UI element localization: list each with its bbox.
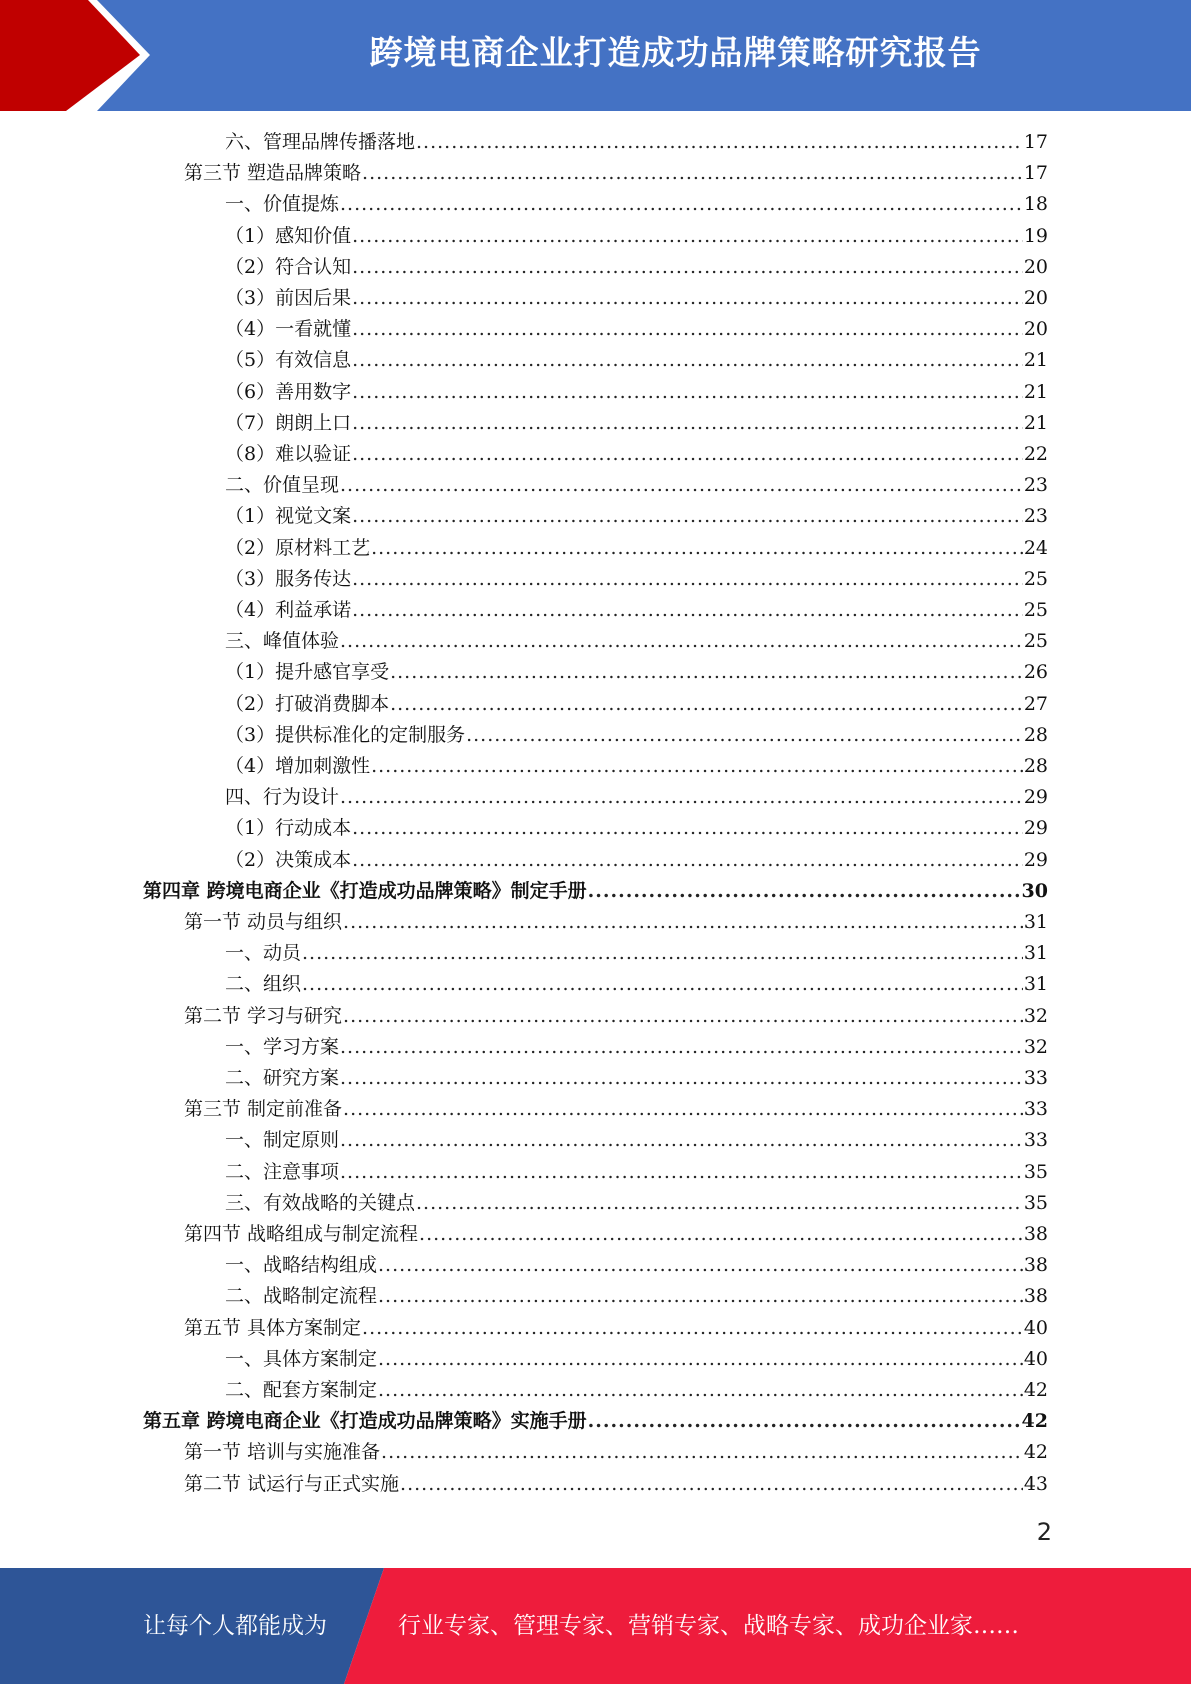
toc-dot-leader: [362, 158, 1023, 189]
toc-entry[interactable]: [225, 782, 1048, 813]
toc-entry-label: （5）有效信息: [225, 349, 352, 372]
toc-dot-leader: [588, 876, 1021, 907]
toc-dot-leader: [352, 408, 1023, 439]
toc-dot-leader: [340, 1157, 1023, 1188]
toc-dot-leader: [352, 813, 1023, 844]
toc-entry-page: 43: [1023, 1472, 1048, 1495]
toc-dot-leader: [352, 845, 1023, 876]
toc-entry[interactable]: [143, 876, 1048, 907]
toc-entry-page: 33: [1023, 1098, 1048, 1121]
toc-dot-leader: [352, 501, 1023, 532]
toc-entry-label: 六、管理品牌传播落地: [225, 131, 416, 153]
toc-entry-page: 21: [1023, 411, 1048, 434]
toc-dot-leader: [302, 969, 1023, 1000]
toc-dot-leader: [302, 938, 1023, 969]
toc-dot-leader: [419, 1219, 1023, 1250]
toc-entry-page: 35: [1023, 1191, 1048, 1214]
toc-entry[interactable]: [225, 1344, 1048, 1375]
toc-dot-leader: [362, 1313, 1023, 1344]
toc-entry[interactable]: [184, 158, 1048, 189]
toc-dot-leader: [416, 1188, 1023, 1219]
toc-entry-page: 40: [1023, 1347, 1048, 1370]
toc-dot-leader: [340, 1032, 1023, 1063]
toc-entry[interactable]: [225, 751, 1048, 782]
toc-entry-label: 二、价值呈现: [225, 474, 340, 497]
toc-entry[interactable]: [225, 626, 1048, 657]
toc-entry-label: （2）符合认知: [225, 255, 352, 278]
toc-entry-label: 一、具体方案制定: [225, 1347, 378, 1370]
toc-entry[interactable]: [225, 845, 1048, 876]
toc-entry-page: 22: [1023, 443, 1048, 465]
toc-entry[interactable]: [225, 127, 1048, 158]
toc-entry-page: 25: [1023, 630, 1048, 653]
toc-entry-page: 38: [1023, 1285, 1048, 1308]
toc-entry-label: 第四节 战略组成与制定流程: [184, 1223, 419, 1245]
toc-entry-page: 20: [1023, 318, 1048, 341]
toc-entry-page: 29: [1023, 817, 1048, 840]
toc-dot-leader: [340, 189, 1023, 220]
toc-entry[interactable]: [225, 969, 1048, 1000]
toc-entry[interactable]: [225, 1157, 1048, 1188]
toc-entry-page: 28: [1023, 755, 1048, 777]
toc-entry-page: 38: [1023, 1254, 1048, 1277]
toc-entry-label: 第三节 制定前准备: [184, 1098, 343, 1121]
toc-entry[interactable]: [184, 907, 1048, 938]
toc-entry-label: 一、价值提炼: [225, 193, 340, 216]
toc-dot-leader: [352, 439, 1023, 470]
toc-entry-page: 31: [1023, 942, 1048, 965]
toc-dot-leader: [588, 1406, 1021, 1437]
toc-entry-label: 三、峰值体验: [225, 630, 340, 653]
toc-entry[interactable]: [225, 564, 1048, 595]
toc-entry-label: （3）提供标准化的定制服务: [225, 723, 466, 746]
toc-entry-label: （6）善用数字: [225, 380, 352, 403]
toc-entry-page: 25: [1023, 567, 1048, 590]
toc-entry-label: （7）朗朗上口: [225, 411, 352, 434]
toc-entry[interactable]: [225, 595, 1048, 626]
footer-slogan-left: 让每个人都能成为: [143, 1613, 327, 1639]
toc-entry-page: 30: [1021, 879, 1048, 902]
toc-entry-label: 二、配套方案制定: [225, 1379, 378, 1401]
toc-entry[interactable]: [225, 657, 1048, 688]
toc-entry-label: （4）利益承诺: [225, 599, 352, 621]
toc-dot-leader: [352, 283, 1023, 314]
toc-entry-label: 二、研究方案: [225, 1067, 340, 1089]
toc-entry-label: 二、组织: [225, 973, 302, 996]
toc-entry-label: （2）打破消费脚本: [225, 692, 390, 715]
toc-dot-leader: [340, 1063, 1023, 1094]
toc-entry[interactable]: [225, 252, 1048, 283]
toc-entry[interactable]: [184, 1001, 1048, 1032]
toc-entry[interactable]: [184, 1437, 1048, 1468]
toc-entry-page: 31: [1023, 973, 1048, 996]
toc-entry[interactable]: [225, 938, 1048, 969]
toc-entry[interactable]: [225, 283, 1048, 314]
toc-entry-label: 第四章 跨境电商企业《打造成功品牌策略》制定手册: [143, 879, 587, 902]
toc-entry[interactable]: [225, 345, 1048, 376]
toc-entry[interactable]: [225, 439, 1048, 470]
toc-entry-page: 23: [1023, 505, 1048, 528]
toc-entry-label: 一、学习方案: [225, 1035, 340, 1058]
toc-entry-page: 32: [1023, 1035, 1048, 1058]
toc-dot-leader: [352, 595, 1023, 626]
toc-entry-page: 27: [1023, 692, 1048, 715]
toc-entry-page: 28: [1023, 723, 1048, 746]
toc-entry-page: 32: [1023, 1004, 1048, 1027]
toc-entry-label: 三、有效战略的关键点: [225, 1191, 416, 1214]
toc-entry[interactable]: [225, 1188, 1048, 1219]
toc-entry-label: 二、注意事项: [225, 1160, 340, 1183]
toc-entry-page: 17: [1023, 162, 1048, 185]
page-header: [0, 0, 1191, 111]
toc-entry[interactable]: [225, 408, 1048, 439]
toc-entry-page: 42: [1023, 1441, 1048, 1464]
toc-entry-label: 第五节 具体方案制定: [184, 1316, 362, 1339]
toc-entry-label: 第三节 塑造品牌策略: [184, 162, 362, 185]
toc-dot-leader: [390, 657, 1023, 688]
toc-entry-page: 21: [1023, 380, 1048, 403]
toc-entry[interactable]: [225, 1063, 1048, 1094]
toc-entry-page: 20: [1023, 287, 1048, 309]
toc-entry[interactable]: [225, 470, 1048, 501]
toc-entry-page: 33: [1023, 1067, 1048, 1089]
toc-dot-leader: [343, 907, 1023, 938]
toc-dot-leader: [340, 470, 1023, 501]
toc-entry[interactable]: [225, 1375, 1048, 1406]
toc-entry-page: 21: [1023, 349, 1048, 372]
toc-dot-leader: [340, 1125, 1023, 1156]
toc-entry-label: （4）一看就懂: [225, 318, 352, 341]
toc-entry-page: 19: [1023, 224, 1048, 247]
toc-entry[interactable]: [225, 720, 1048, 751]
toc-entry[interactable]: [184, 1094, 1048, 1125]
toc-entry[interactable]: [225, 221, 1048, 252]
toc-entry-label: （3）前因后果: [225, 287, 352, 309]
toc-entry[interactable]: [225, 1125, 1048, 1156]
toc-entry-page: 20: [1023, 255, 1048, 278]
toc-entry-page: 17: [1023, 131, 1048, 153]
toc-dot-leader: [371, 751, 1023, 782]
toc-entry[interactable]: [225, 813, 1048, 844]
toc-entry-label: （4）增加刺激性: [225, 755, 371, 777]
report-title: 跨境电商企业打造成功品牌策略研究报告: [369, 33, 982, 72]
toc-dot-leader: [378, 1250, 1023, 1281]
toc-entry[interactable]: [225, 1281, 1048, 1312]
toc-dot-leader: [466, 720, 1023, 751]
toc-dot-leader: [352, 252, 1023, 283]
toc-entry[interactable]: [225, 377, 1048, 408]
toc-entry-page: 23: [1023, 474, 1048, 497]
page-footer: [0, 1568, 1191, 1684]
toc-entry-label: 一、动员: [225, 942, 302, 965]
toc-entry-label: 一、战略结构组成: [225, 1254, 378, 1277]
toc-entry-label: 第一节 培训与实施准备: [184, 1441, 381, 1464]
toc-entry[interactable]: [225, 1032, 1048, 1063]
toc-entry-page: 42: [1023, 1379, 1048, 1401]
toc-entry-label: 第五章 跨境电商企业《打造成功品牌策略》实施手册: [143, 1410, 587, 1433]
toc-entry-page: 42: [1021, 1410, 1048, 1433]
toc-dot-leader: [378, 1281, 1023, 1312]
toc-entry[interactable]: [225, 689, 1048, 720]
toc-entry-label: （8）难以验证: [225, 443, 352, 465]
toc-entry[interactable]: [184, 1219, 1048, 1250]
toc-dot-leader: [381, 1437, 1023, 1468]
toc-entry[interactable]: [225, 1250, 1048, 1281]
footer-slogan-right: 行业专家、管理专家、营销专家、战略专家、成功企业家……: [398, 1613, 1019, 1639]
toc-dot-leader: [340, 782, 1023, 813]
toc-dot-leader: [378, 1344, 1023, 1375]
toc-dot-leader: [352, 221, 1023, 252]
toc-entry-label: （1）感知价值: [225, 224, 352, 247]
toc-entry-label: 一、制定原则: [225, 1129, 340, 1152]
page-number: 2: [1036, 1518, 1052, 1546]
toc-entry-label: 第二节 试运行与正式实施: [184, 1472, 400, 1495]
toc-entry-label: 二、战略制定流程: [225, 1285, 378, 1308]
toc-dot-leader: [371, 533, 1023, 564]
toc-entry-label: （2）决策成本: [225, 848, 352, 871]
toc-entry-page: 29: [1023, 848, 1048, 871]
toc-entry-label: 第一节 动员与组织: [184, 911, 343, 933]
toc-entry-label: 第二节 学习与研究: [184, 1004, 343, 1027]
toc-dot-leader: [378, 1375, 1023, 1406]
toc-dot-leader: [343, 1094, 1023, 1125]
toc-entry-page: 35: [1023, 1160, 1048, 1183]
toc-entry[interactable]: [225, 533, 1048, 564]
toc-entry-page: 25: [1023, 599, 1048, 621]
toc-entry-page: 26: [1023, 661, 1048, 684]
toc-entry-page: 29: [1023, 786, 1048, 809]
toc-entry[interactable]: [225, 314, 1048, 345]
toc-entry[interactable]: [225, 501, 1048, 532]
toc-dot-leader: [390, 689, 1023, 720]
toc-entry-page: 40: [1023, 1316, 1048, 1339]
toc-entry[interactable]: [225, 189, 1048, 220]
toc-entry[interactable]: [184, 1469, 1048, 1500]
toc-dot-leader: [400, 1469, 1023, 1500]
toc-entry-label: （1）提升感官享受: [225, 661, 390, 684]
toc-dot-leader: [352, 314, 1023, 345]
toc-dot-leader: [352, 377, 1023, 408]
toc-entry-page: 24: [1023, 536, 1048, 559]
toc-dot-leader: [352, 345, 1023, 376]
toc-dot-leader: [416, 127, 1023, 158]
toc-entry-label: （3）服务传达: [225, 567, 352, 590]
toc-entry-label: （1）行动成本: [225, 817, 352, 840]
toc-entry-page: 38: [1023, 1223, 1048, 1245]
toc-entry-label: （1）视觉文案: [225, 505, 352, 528]
toc-entry-label: 四、行为设计: [225, 786, 340, 809]
toc-dot-leader: [352, 564, 1023, 595]
toc-entry-page: 31: [1023, 911, 1048, 933]
toc-dot-leader: [343, 1001, 1023, 1032]
toc-entry-label: （2）原材料工艺: [225, 536, 371, 559]
toc-entry[interactable]: [143, 1406, 1048, 1437]
toc-entry[interactable]: [184, 1313, 1048, 1344]
toc-entry-page: 18: [1023, 193, 1048, 216]
toc-entry-page: 33: [1023, 1129, 1048, 1152]
toc-dot-leader: [340, 626, 1023, 657]
